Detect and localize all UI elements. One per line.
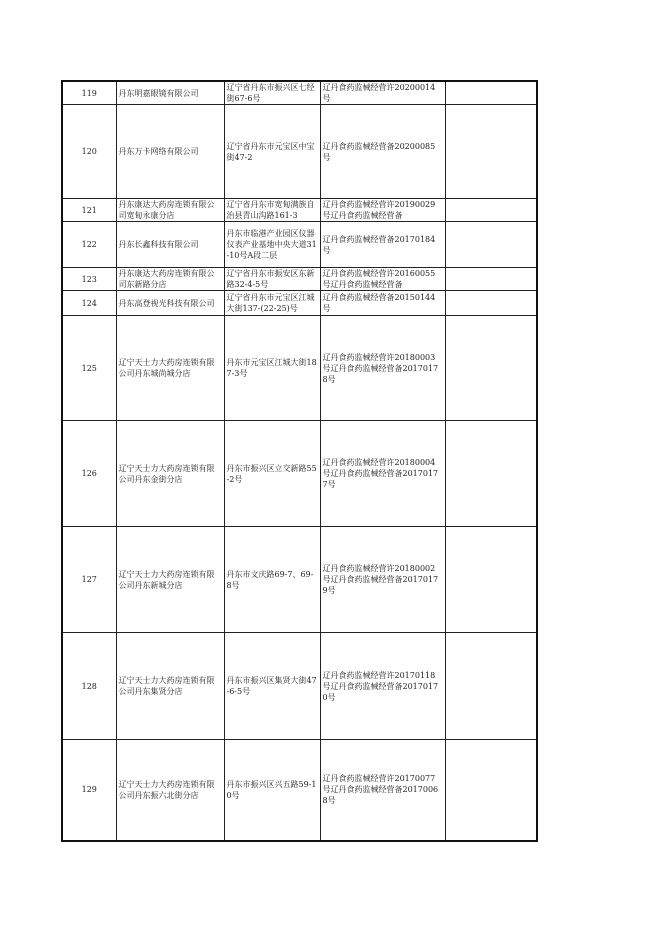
company-name-cell: 丹东康达大药房连锁有限公司东新路分店	[116, 268, 224, 291]
row-number-cell: 120	[62, 105, 116, 199]
company-name-cell: 辽宁天士力大药房连锁有限公司丹东新城分店	[116, 527, 224, 633]
note-cell	[445, 291, 537, 316]
registry-table	[61, 80, 538, 842]
address-cell: 辽宁省丹东市振兴区七经街67-6号	[224, 81, 320, 105]
address-cell: 丹东市振兴区立交新路55-2号	[224, 421, 320, 527]
company-name-cell: 辽宁天士力大药房连锁有限公司丹东金街分店	[116, 421, 224, 527]
row-number-cell: 124	[62, 291, 116, 316]
address-cell: 丹东市临港产业园区仪器仪表产业基地中央大道31-10号A段二层	[224, 222, 320, 268]
license-cell: 辽丹食药监械经营许20180004号辽丹食药监械经营备20170177号	[320, 421, 445, 527]
table-row	[62, 81, 537, 105]
table-row	[62, 633, 537, 740]
table-row	[62, 291, 537, 316]
license-cell: 辽丹食药监械经营备20200085号	[320, 105, 445, 199]
license-cell: 辽丹食药监械经营备20150144号	[320, 291, 445, 316]
address-cell: 丹东市元宝区江城大街187-3号	[224, 316, 320, 421]
note-cell	[445, 81, 537, 105]
address-cell: 丹东市文庆路69-7、69-8号	[224, 527, 320, 633]
license-cell: 辽丹食药监械经营许20180003号辽丹食药监械经营备20170178号	[320, 316, 445, 421]
address-cell: 丹东市振兴区集贤大街47-6-5号	[224, 633, 320, 740]
license-cell: 辽丹食药监械经营许20160055号辽丹食药监械经营备	[320, 268, 445, 291]
note-cell	[445, 105, 537, 199]
note-cell	[445, 527, 537, 633]
company-name-cell: 辽宁天士力大药房连锁有限公司丹东集贤分店	[116, 633, 224, 740]
row-number-cell: 122	[62, 222, 116, 268]
row-number-cell: 127	[62, 527, 116, 633]
note-cell	[445, 222, 537, 268]
address-cell: 辽宁省丹东市元宝区中宝街47-2	[224, 105, 320, 199]
table-row	[62, 199, 537, 222]
note-cell	[445, 268, 537, 291]
company-name-cell: 丹东高登视光科技有限公司	[116, 291, 224, 316]
table-row	[62, 421, 537, 527]
address-cell: 辽宁省丹东市宽甸满族自治县青山沟路161-3	[224, 199, 320, 222]
address-cell: 辽宁省丹东市元宝区江城大街137-(22-25)号	[224, 291, 320, 316]
table-row	[62, 105, 537, 199]
license-cell: 辽丹食药监械经营许20170077号辽丹食药监械经营备20170068号	[320, 740, 445, 841]
row-number-cell: 125	[62, 316, 116, 421]
row-number-cell: 121	[62, 199, 116, 222]
row-number-cell: 128	[62, 633, 116, 740]
row-number-cell: 129	[62, 740, 116, 841]
company-name-cell: 丹东万卡网络有限公司	[116, 105, 224, 199]
table-row	[62, 316, 537, 421]
row-number-cell: 126	[62, 421, 116, 527]
row-number-cell: 123	[62, 268, 116, 291]
license-cell: 辽丹食药监械经营许20170118号辽丹食药监械经营备20170170号	[320, 633, 445, 740]
company-name-cell: 丹东长鑫科技有限公司	[116, 222, 224, 268]
table-row	[62, 740, 537, 841]
note-cell	[445, 199, 537, 222]
company-name-cell: 丹东明嘉眼镜有限公司	[116, 81, 224, 105]
license-cell: 辽丹食药监械经营备20170184号	[320, 222, 445, 268]
note-cell	[445, 740, 537, 841]
table-row	[62, 222, 537, 268]
address-cell: 辽宁省丹东市振安区东新路32-4-5号	[224, 268, 320, 291]
license-cell: 辽丹食药监械经营许20200014号	[320, 81, 445, 105]
note-cell	[445, 316, 537, 421]
table-row	[62, 527, 537, 633]
license-cell: 辽丹食药监械经营许20180002号辽丹食药监械经营备20170179号	[320, 527, 445, 633]
license-cell: 辽丹食药监械经营许20190029号辽丹食药监械经营备	[320, 199, 445, 222]
company-name-cell: 辽宁天士力大药房连锁有限公司丹东城尚城分店	[116, 316, 224, 421]
note-cell	[445, 421, 537, 527]
row-number-cell: 119	[62, 81, 116, 105]
company-name-cell: 丹东康达大药房连锁有限公司宽甸永康分店	[116, 199, 224, 222]
address-cell: 丹东市振兴区兴五路59-10号	[224, 740, 320, 841]
table-row	[62, 268, 537, 291]
note-cell	[445, 633, 537, 740]
company-name-cell: 辽宁天士力大药房连锁有限公司丹东振六北街分店	[116, 740, 224, 841]
